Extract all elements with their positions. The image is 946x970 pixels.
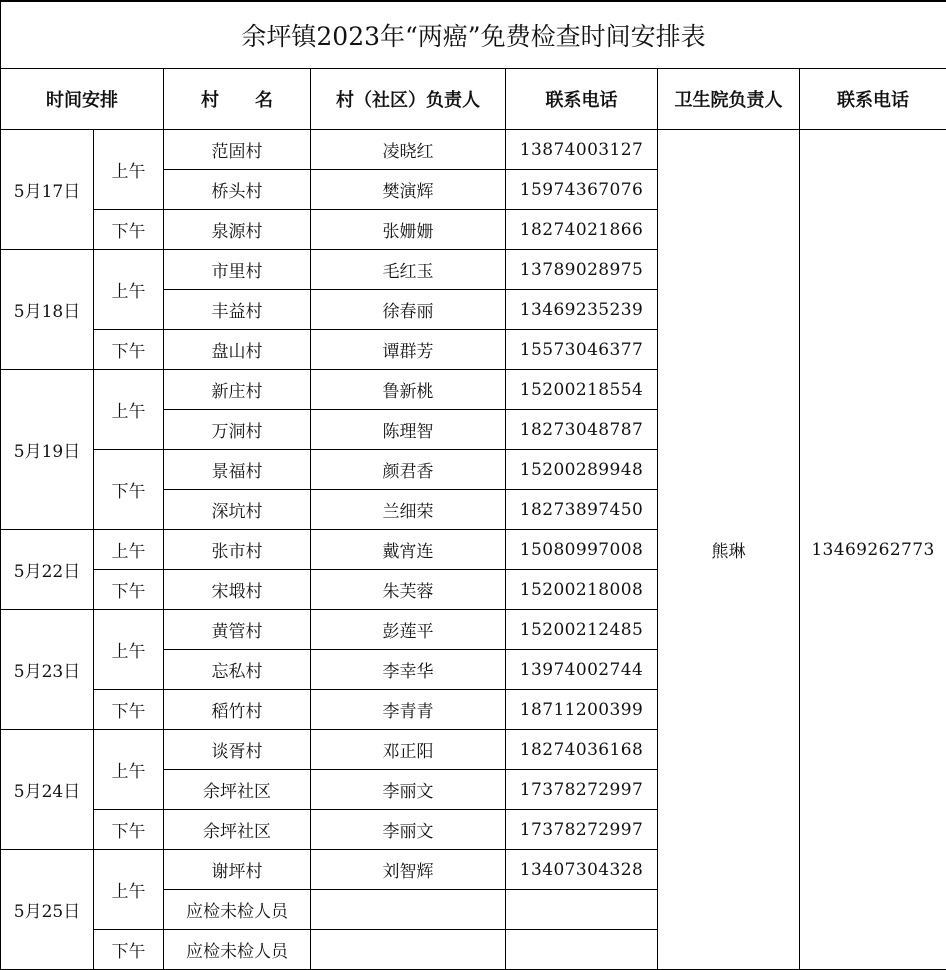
- phone-cell: 15200289948: [506, 450, 658, 490]
- period-cell: 下午: [94, 450, 164, 530]
- phone-cell: 15200212485: [506, 610, 658, 650]
- header-phone: 联系电话: [506, 69, 658, 130]
- leader-cell: 颜君香: [311, 450, 506, 490]
- header-village: 村 名: [164, 69, 311, 130]
- phone-cell: 15080997008: [506, 530, 658, 570]
- leader-cell: 彭莲平: [311, 610, 506, 650]
- phone-cell: 18711200399: [506, 690, 658, 730]
- village-cell: 新庄村: [164, 370, 311, 410]
- page-title: 余坪镇2023年“两癌”免费检查时间安排表: [1, 1, 946, 69]
- village-cell: 范固村: [164, 130, 311, 170]
- leader-cell: 鲁新桃: [311, 370, 506, 410]
- period-cell: 下午: [94, 330, 164, 370]
- leader-cell: 兰细荣: [311, 490, 506, 530]
- village-cell: 谈胥村: [164, 730, 311, 770]
- period-cell: 下午: [94, 930, 164, 970]
- leader-cell: 凌晓红: [311, 130, 506, 170]
- leader-cell: 李丽文: [311, 770, 506, 810]
- leader-cell: 刘智辉: [311, 850, 506, 890]
- leader-cell: 张姗姗: [311, 210, 506, 250]
- phone-cell: 15974367076: [506, 170, 658, 210]
- village-cell: 市里村: [164, 250, 311, 290]
- village-cell: 景福村: [164, 450, 311, 490]
- period-cell: 上午: [94, 530, 164, 570]
- phone-cell: 18274021866: [506, 210, 658, 250]
- leader-cell: [311, 890, 506, 930]
- phone-cell: 15573046377: [506, 330, 658, 370]
- period-cell: 上午: [94, 730, 164, 810]
- date-cell: 5月24日: [1, 730, 94, 850]
- village-cell: 谢坪村: [164, 850, 311, 890]
- phone-cell: 15200218554: [506, 370, 658, 410]
- village-cell: 桥头村: [164, 170, 311, 210]
- phone-cell: 13789028975: [506, 250, 658, 290]
- phone-cell: 13469235239: [506, 290, 658, 330]
- phone-cell: 15200218008: [506, 570, 658, 610]
- header-village-leader: 村（社区）负责人: [311, 69, 506, 130]
- date-cell: 5月22日: [1, 530, 94, 610]
- date-cell: 5月18日: [1, 250, 94, 370]
- village-cell: 黄管村: [164, 610, 311, 650]
- village-cell: 张市村: [164, 530, 311, 570]
- leader-cell: 邓正阳: [311, 730, 506, 770]
- leader-cell: 谭群芳: [311, 330, 506, 370]
- phone-cell: 17378272997: [506, 810, 658, 850]
- period-cell: 上午: [94, 250, 164, 330]
- date-cell: 5月23日: [1, 610, 94, 730]
- period-cell: 下午: [94, 810, 164, 850]
- leader-cell: 徐春丽: [311, 290, 506, 330]
- date-cell: 5月19日: [1, 370, 94, 530]
- leader-cell: [311, 930, 506, 970]
- phone-cell: [506, 890, 658, 930]
- leader-cell: 李丽文: [311, 810, 506, 850]
- village-cell: 忘私村: [164, 650, 311, 690]
- period-cell: 上午: [94, 610, 164, 690]
- village-cell: 应检未检人员: [164, 930, 311, 970]
- village-cell: 丰益村: [164, 290, 311, 330]
- leader-cell: 李幸华: [311, 650, 506, 690]
- period-cell: 下午: [94, 690, 164, 730]
- village-cell: 余坪社区: [164, 770, 311, 810]
- header-hospital-leader: 卫生院负责人: [658, 69, 800, 130]
- phone-cell: 18274036168: [506, 730, 658, 770]
- header-hospital-phone: 联系电话: [800, 69, 946, 130]
- leader-cell: 李青青: [311, 690, 506, 730]
- hospital-phone-cell: 13469262773: [800, 130, 946, 970]
- village-cell: 深坑村: [164, 490, 311, 530]
- village-cell: 余坪社区: [164, 810, 311, 850]
- village-cell: 万洞村: [164, 410, 311, 450]
- leader-cell: 朱芙蓉: [311, 570, 506, 610]
- period-cell: 上午: [94, 370, 164, 450]
- header-time: 时间安排: [1, 69, 164, 130]
- phone-cell: [506, 930, 658, 970]
- leader-cell: 毛红玉: [311, 250, 506, 290]
- date-cell: 5月25日: [1, 850, 94, 970]
- phone-cell: 13874003127: [506, 130, 658, 170]
- period-cell: 上午: [94, 850, 164, 930]
- period-cell: 上午: [94, 130, 164, 210]
- phone-cell: 18273048787: [506, 410, 658, 450]
- phone-cell: 13407304328: [506, 850, 658, 890]
- village-cell: 应检未检人员: [164, 890, 311, 930]
- leader-cell: 戴宵连: [311, 530, 506, 570]
- village-cell: 泉源村: [164, 210, 311, 250]
- leader-cell: 陈理智: [311, 410, 506, 450]
- hospital-leader-cell: 熊琳: [658, 130, 800, 970]
- phone-cell: 18273897450: [506, 490, 658, 530]
- village-cell: 盘山村: [164, 330, 311, 370]
- phone-cell: 13974002744: [506, 650, 658, 690]
- leader-cell: 樊演辉: [311, 170, 506, 210]
- village-cell: 宋塅村: [164, 570, 311, 610]
- period-cell: 下午: [94, 570, 164, 610]
- table-row: [1, 130, 946, 170]
- date-cell: 5月17日: [1, 130, 94, 250]
- phone-cell: 17378272997: [506, 770, 658, 810]
- village-cell: 稻竹村: [164, 690, 311, 730]
- period-cell: 下午: [94, 210, 164, 250]
